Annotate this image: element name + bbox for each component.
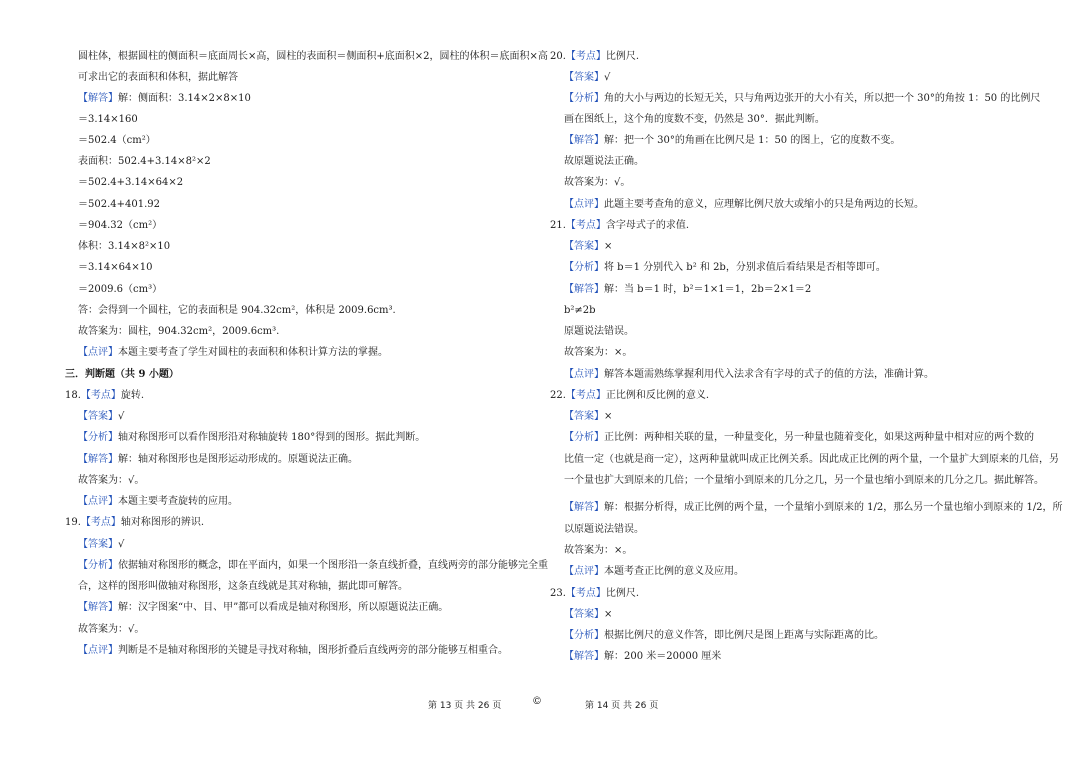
- line-text: 合，这样的图形叫做轴对称图形，这条直线就是其对称轴，据此即可解答。: [78, 581, 408, 592]
- right-page-line: [564, 304, 596, 318]
- left-page-line: [78, 559, 548, 573]
- line-text: 答：会得到一个圆柱，它的表面积是 904.32cm²，体积是 2009.6cm³.: [78, 305, 396, 316]
- right-page-line: [564, 325, 634, 339]
- line-text: ×: [604, 241, 613, 252]
- line-text: 解：汉字图案“中、目、甲”都可以看成是轴对称图形，所以原题说法正确。: [118, 602, 449, 613]
- line-text: ＝2009.6（cm³）: [78, 284, 163, 295]
- line-text: 判断是不是轴对称图形的关键是寻找对称轴，图形折叠后直线两旁的部分能够互相重合。: [118, 645, 508, 656]
- left-page-line: [78, 410, 124, 424]
- left-page-line: [78, 50, 548, 64]
- right-page-line: [550, 219, 689, 233]
- right-page-line: [564, 71, 610, 85]
- line-text: 含字母式子的求值.: [605, 220, 690, 231]
- right-page-line: [564, 368, 934, 382]
- section-tag: 【考点】: [565, 220, 606, 231]
- right-page-line: [564, 410, 612, 424]
- left-page-line: [78, 240, 170, 254]
- line-text: 表面积：502.4+3.14×8²×2: [78, 156, 211, 167]
- right-page-line: [564, 629, 884, 643]
- right-page-line: [564, 565, 744, 579]
- section-tag: 【解答】: [564, 135, 604, 146]
- right-page-line: [564, 474, 1044, 488]
- right-page-line: [564, 134, 900, 148]
- left-page-line: [78, 474, 144, 488]
- line-text: 将 b＝1 分别代入 b² 和 2b，分别求值后看结果是否相等即可。: [604, 262, 886, 273]
- line-text: 故答案为：√。: [564, 177, 631, 188]
- line-text: 一个量也扩大到原来的几倍；一个量缩小到原来的几分之几，另一个量也缩小到原来的几分之几。据此解答。: [564, 475, 1044, 486]
- section-tag: 【点评】: [564, 369, 604, 380]
- line-text: b²≠2b: [564, 305, 596, 316]
- right-page-line: [550, 389, 709, 403]
- section-tag: 【答案】: [564, 241, 604, 252]
- left-page-line: [65, 368, 179, 382]
- line-text: 本题考查正比例的意义及应用。: [604, 566, 744, 577]
- section-tag: 【解答】: [78, 454, 118, 465]
- section-tag: 【解答】: [564, 651, 604, 662]
- line-text: 画在图纸上，这个角的度数不变，仍然是 30°．据此判断。: [564, 114, 825, 125]
- line-text: 体积：3.14×8²×10: [78, 241, 171, 252]
- left-page-line: [78, 219, 162, 233]
- line-text: 三．判断题（共 9 小题）: [65, 369, 179, 380]
- section-tag: 【考点】: [80, 517, 121, 528]
- section-tag: 【考点】: [565, 51, 606, 62]
- right-page-line: [564, 453, 1059, 467]
- section-tag: 【点评】: [564, 566, 604, 577]
- section-tag: 【分析】: [564, 93, 604, 104]
- left-page-line: [78, 538, 124, 552]
- section-tag: 【点评】: [78, 496, 118, 507]
- left-page-line: [78, 261, 152, 275]
- section-tag: 【点评】: [564, 199, 604, 210]
- line-text: ＝502.4+401.92: [78, 199, 160, 210]
- right-page-line: [564, 113, 825, 127]
- line-text: 旋转.: [120, 390, 145, 401]
- section-tag: 【分析】: [564, 432, 604, 443]
- left-page-number: 第 13 页 共 26 页: [428, 701, 502, 711]
- section-tag: 【考点】: [80, 390, 121, 401]
- line-text: 解：侧面积：3.14×2×8×10: [118, 93, 251, 104]
- line-text: 轴对称图形的辨识.: [120, 517, 205, 528]
- section-tag: 【点评】: [78, 347, 118, 358]
- left-page-line: [78, 644, 508, 658]
- left-page-line: [78, 92, 251, 106]
- right-page-line: [564, 346, 632, 360]
- section-tag: 【分析】: [78, 432, 118, 443]
- question-number: 20.: [550, 51, 566, 62]
- line-text: ＝3.14×64×10: [78, 262, 153, 273]
- left-page-line: [65, 516, 204, 530]
- section-tag: 【解答】: [78, 602, 118, 613]
- left-page-line: [78, 453, 358, 467]
- right-page-number: 第 14 页 共 26 页: [585, 701, 659, 711]
- left-page-line: [78, 325, 279, 339]
- line-text: 圆柱体，根据圆柱的侧面积＝底面周长×高，圆柱的表面积＝侧面积+底面积×2，圆柱的体积＝底面积×高: [78, 51, 548, 62]
- right-page-line: [564, 240, 612, 254]
- line-text: ＝3.14×160: [78, 114, 138, 125]
- line-text: 解：当 b＝1 时，b²＝1×1＝1，2b＝2×1＝2: [604, 284, 812, 295]
- question-number: 23.: [550, 588, 566, 599]
- right-page-line: [564, 283, 811, 297]
- line-text: 比例尺.: [605, 51, 640, 62]
- question-number: 18.: [65, 390, 81, 401]
- line-text: 本题主要考查了学生对圆柱的表面积和体积计算方法的掌握。: [118, 347, 388, 358]
- section-tag: 【答案】: [78, 411, 118, 422]
- left-page-line: [78, 304, 396, 318]
- line-text: 轴对称图形可以看作图形沿对称轴旋转 180°得到的图形。据此判断。: [118, 432, 426, 443]
- section-tag: 【解答】: [78, 93, 118, 104]
- left-page-line: [65, 389, 144, 403]
- line-text: 角的大小与两边的长短无关，只与角两边张开的大小有关，所以把一个 30°的角按 1：50 的比例尺: [604, 93, 1041, 104]
- line-text: ×: [604, 411, 613, 422]
- line-text: 故答案为：×。: [564, 545, 633, 556]
- section-tag: 【答案】: [564, 609, 604, 620]
- line-text: 正比例和反比例的意义.: [605, 390, 710, 401]
- line-text: √: [604, 72, 611, 83]
- left-page-line: [78, 113, 138, 127]
- line-text: 可求出它的表面积和体积，据此解答: [78, 72, 238, 83]
- left-page-line: [78, 71, 238, 85]
- left-page-line: [78, 623, 144, 637]
- right-page-line: [564, 650, 721, 664]
- left-page-line: [78, 134, 156, 148]
- question-number: 21.: [550, 220, 566, 231]
- section-tag: 【分析】: [564, 630, 604, 641]
- right-page-line: [564, 155, 644, 169]
- copyright-icon: ©: [532, 696, 542, 707]
- left-page-line: [78, 601, 448, 615]
- right-page-line: [564, 261, 886, 275]
- section-tag: 【考点】: [565, 588, 606, 599]
- line-text: 此题主要考查角的意义，应理解比例尺放大或缩小的只是角两边的长短。: [604, 199, 924, 210]
- line-text: 解：轴对称图形也是图形运动形成的。原题说法正确。: [118, 454, 358, 465]
- left-page-line: [78, 283, 162, 297]
- left-page-line: [78, 580, 408, 594]
- line-text: 故答案为：√。: [78, 624, 145, 635]
- line-text: 故原题说法正确。: [564, 156, 644, 167]
- right-page-line: [564, 523, 644, 537]
- right-page-line: [550, 50, 639, 64]
- line-text: 故答案为：×。: [564, 347, 633, 358]
- left-page-line: [78, 155, 211, 169]
- right-page-line: [564, 176, 630, 190]
- section-tag: 【分析】: [78, 560, 118, 571]
- line-text: 依据轴对称图形的概念，即在平面内，如果一个图形沿一条直线折叠，直线两旁的部分能够完全重: [118, 560, 548, 571]
- left-page-line: [78, 495, 238, 509]
- question-number: 19.: [65, 517, 81, 528]
- line-text: √: [118, 411, 125, 422]
- right-page-line: [550, 587, 639, 601]
- left-page-line: [78, 176, 183, 190]
- right-page-line: [564, 501, 1063, 515]
- line-text: ＝502.4+3.14×64×2: [78, 177, 184, 188]
- right-page-line: [564, 198, 924, 212]
- line-text: 解：200 米＝20000 厘米: [604, 651, 722, 662]
- line-text: 解：把一个 30°的角画在比例尺是 1：50 的图上，它的度数不变。: [604, 135, 901, 146]
- question-number: 22.: [550, 390, 566, 401]
- line-text: 正比例：两种相关联的量，一种量变化，另一种量也随着变化，如果这两种量中相对应的两个数的: [604, 432, 1034, 443]
- line-text: 比例尺.: [605, 588, 640, 599]
- section-tag: 【考点】: [565, 390, 606, 401]
- section-tag: 【答案】: [564, 72, 604, 83]
- left-page-line: [78, 198, 160, 212]
- line-text: ×: [604, 609, 613, 620]
- right-page-line: [564, 431, 1034, 445]
- line-text: 解：根据分析得，成正比例的两个量，一个量缩小到原来的 1/2，那么另一个量也缩小到原来的 1/2，所: [604, 502, 1063, 513]
- line-text: 故答案为：√。: [78, 475, 145, 486]
- section-tag: 【答案】: [564, 411, 604, 422]
- line-text: 本题主要考查旋转的应用。: [118, 496, 238, 507]
- line-text: 根据比例尺的意义作答，即比例尺是图上距离与实际距离的比。: [604, 630, 884, 641]
- line-text: 原题说法错误。: [564, 326, 634, 337]
- section-tag: 【解答】: [564, 502, 604, 513]
- line-text: ＝904.32（cm²）: [78, 220, 163, 231]
- left-page-line: [78, 346, 388, 360]
- section-tag: 【答案】: [78, 539, 118, 550]
- line-text: ＝502.4（cm²）: [78, 135, 156, 146]
- section-tag: 【分析】: [564, 262, 604, 273]
- left-page-line: [78, 431, 425, 445]
- line-text: 解答本题需熟练掌握利用代入法求含有字母的式子的值的方法，准确计算。: [604, 369, 934, 380]
- right-page-line: [564, 92, 1040, 106]
- section-tag: 【点评】: [78, 645, 118, 656]
- line-text: 以原题说法错误。: [564, 524, 644, 535]
- line-text: √: [118, 539, 125, 550]
- line-text: 故答案为：圆柱，904.32cm²，2009.6cm³.: [78, 326, 280, 337]
- right-page-line: [564, 608, 612, 622]
- section-tag: 【解答】: [564, 284, 604, 295]
- line-text: 比值一定（也就是商一定），这两种量就叫成正比例关系。因此成正比例的两个量，一个量扩大到原来的几倍，另: [564, 454, 1059, 465]
- right-page-line: [564, 544, 632, 558]
